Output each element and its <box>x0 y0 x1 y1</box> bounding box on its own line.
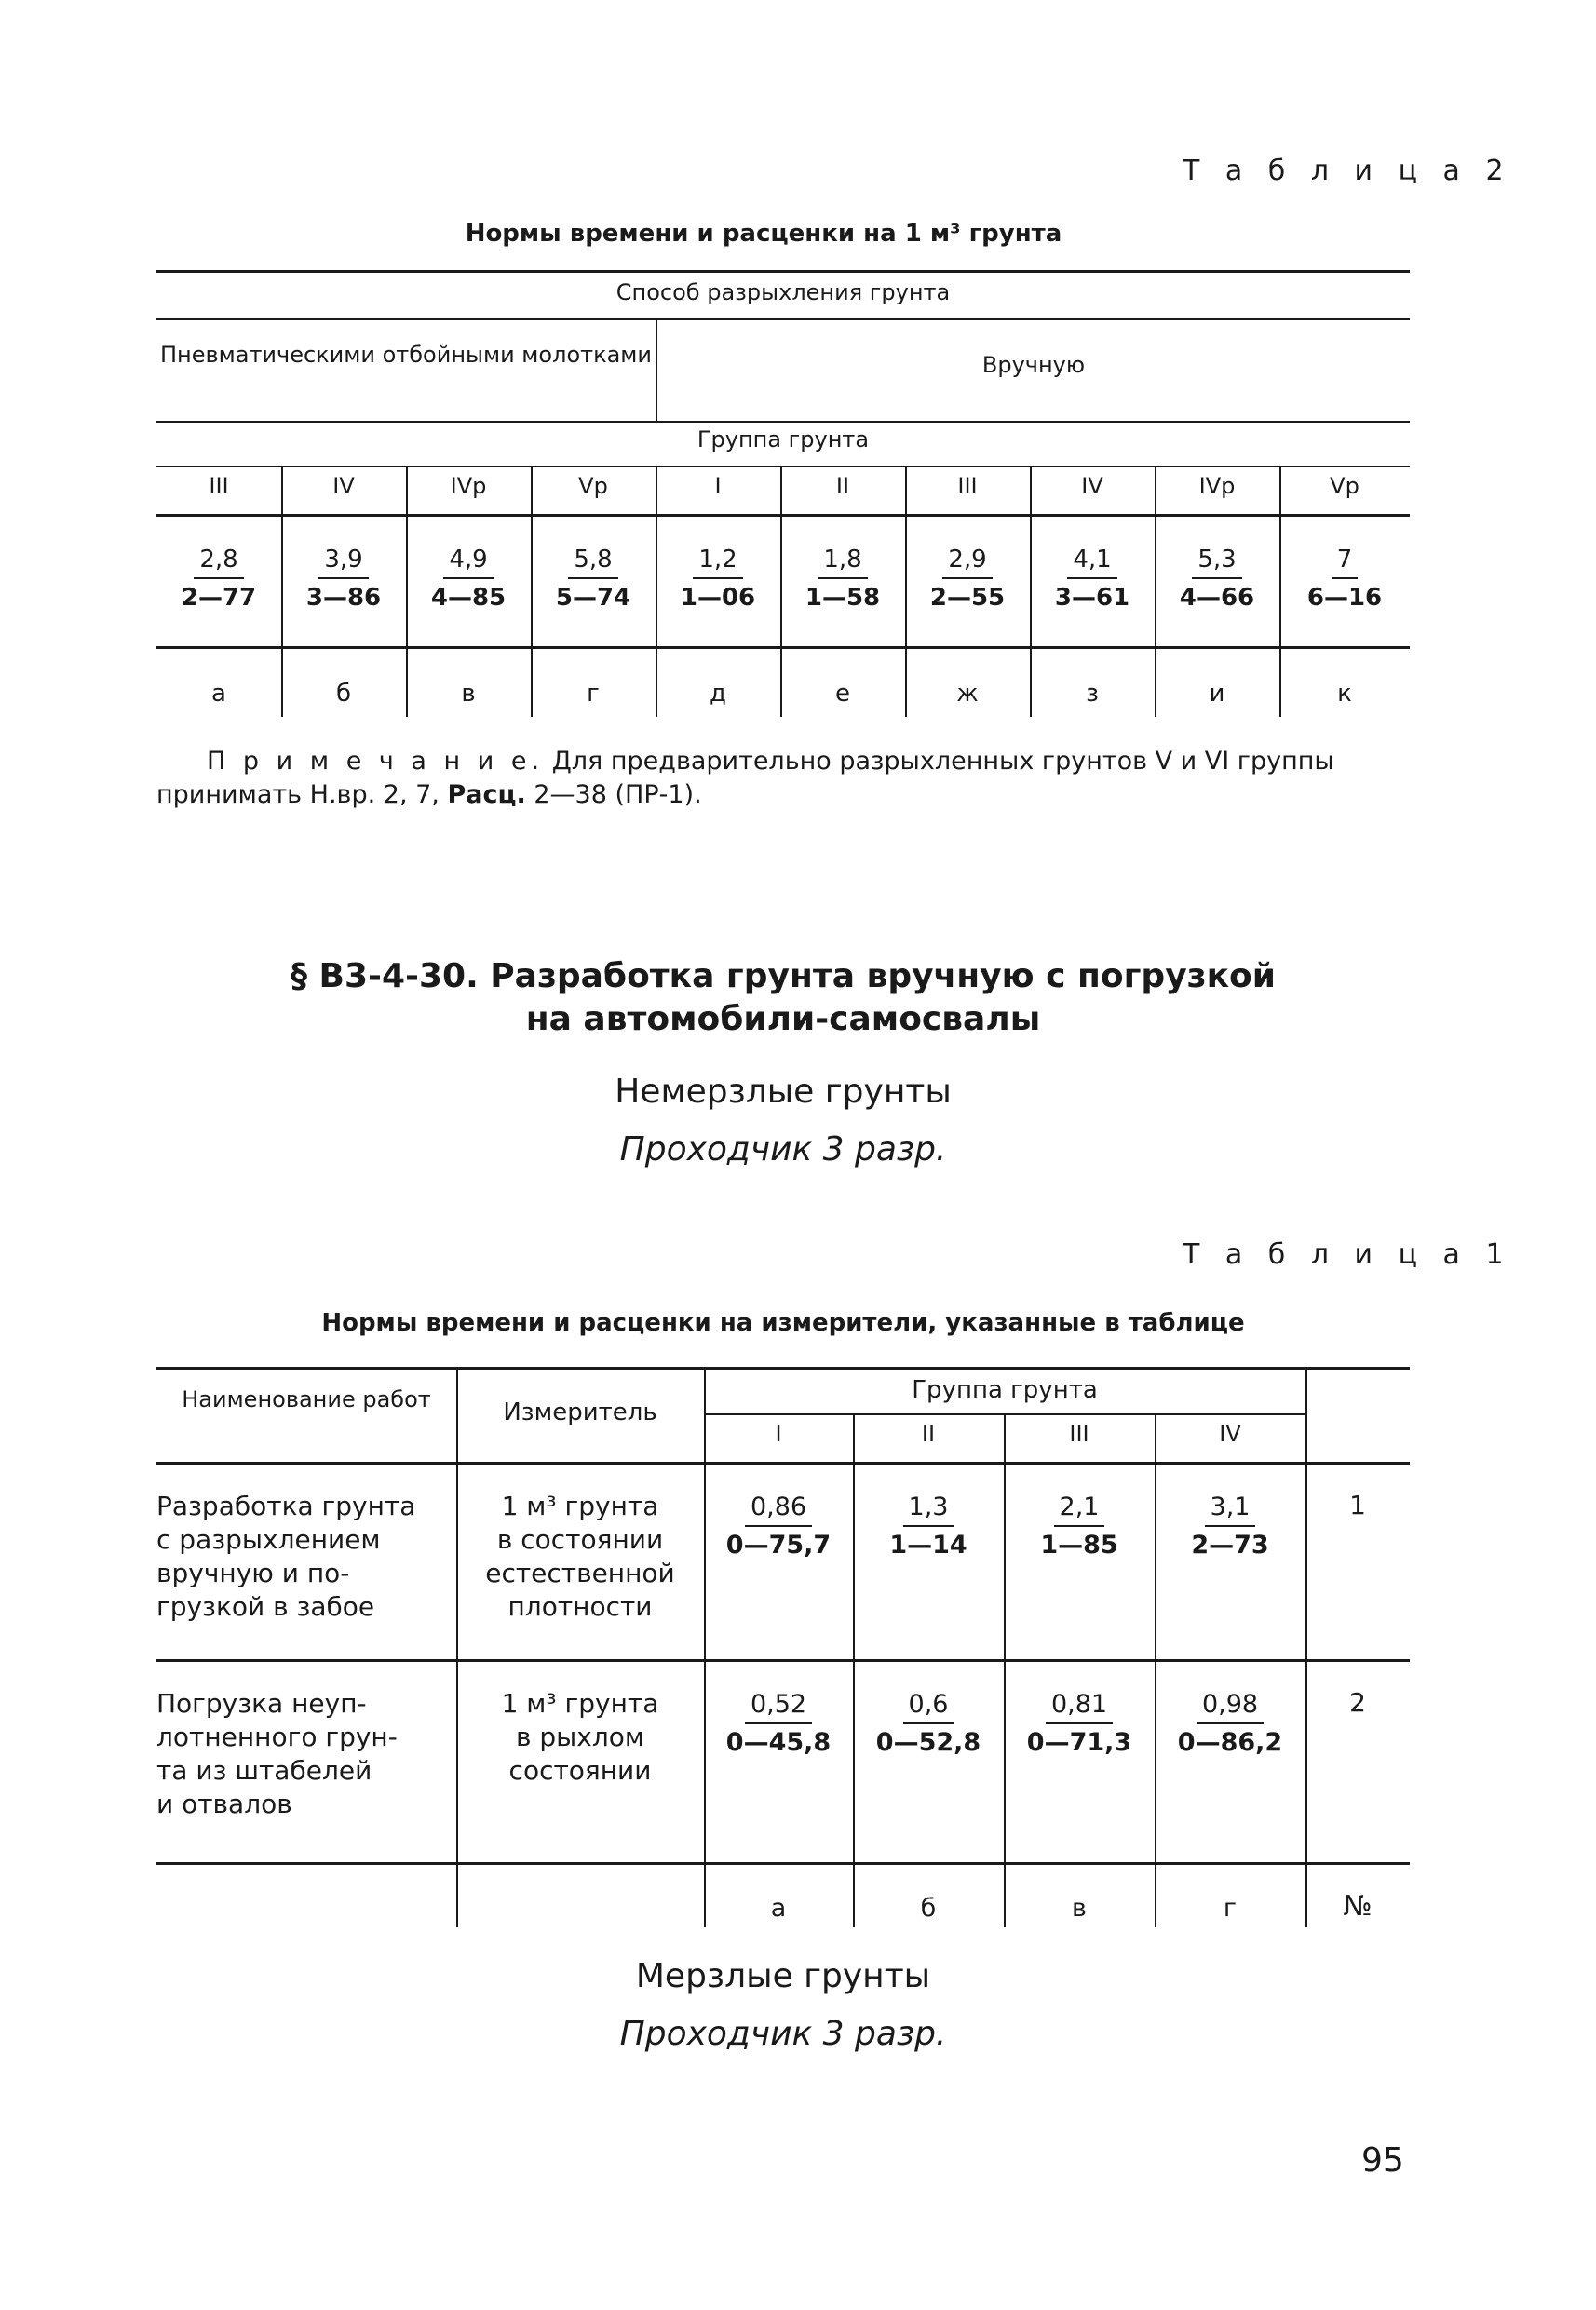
group-cell: IVр <box>1198 473 1236 499</box>
value-cell: $\frac{3,1}{2—73}$ <box>1155 1490 1305 1564</box>
letter-cell: а <box>211 680 226 708</box>
value-cell: $\frac{7}{6—16}$ <box>1279 542 1410 616</box>
letter-cell: и <box>1209 680 1225 708</box>
group-cell: I <box>775 1421 782 1447</box>
value-cell: $\frac{4,1}{3—61}$ <box>1030 542 1155 616</box>
table2-label: Т а б л и ц а 2 <box>1183 155 1512 187</box>
pneumatic-header: Пневматическими отбойными молотками <box>159 342 653 368</box>
table2-title: Нормы времени и расценки на 1 м³ грунта <box>465 220 1062 248</box>
group-cell: Vр <box>578 473 608 499</box>
letter-cell: г <box>1223 1894 1238 1923</box>
letter-cell: е <box>835 680 850 708</box>
value-cell: $\frac{0,6}{0—52,8}$ <box>853 1687 1004 1762</box>
row2-work: Погрузка неуп- лотненного грун- та из штабелей и отвалов <box>156 1688 398 1819</box>
group-cell: III <box>957 473 978 499</box>
group-cell: IV <box>332 473 355 499</box>
page-number: 95 <box>1361 2141 1404 2180</box>
letter-cell: б <box>920 1894 937 1923</box>
subtitle-frozen: Мерзлые грунты <box>635 1957 931 1995</box>
value-cell: $\frac{0,81}{0—71,3}$ <box>1004 1687 1155 1762</box>
method-header: Способ разрыхления грунта <box>615 279 951 305</box>
letter-cell: ж <box>956 680 979 708</box>
row-number: 1 <box>1349 1490 1366 1520</box>
letter-cell: в <box>461 680 476 708</box>
value-cell: $\frac{1,2}{1—06}$ <box>656 542 780 616</box>
worker-unfrozen: Проходчик 3 разр. <box>619 1130 947 1169</box>
value-cell: $\frac{2,9}{2—55}$ <box>905 542 1030 616</box>
value-cell: $\frac{2,1}{1—85}$ <box>1004 1490 1155 1564</box>
value-cell: $\frac{3,9}{3—86}$ <box>281 542 406 616</box>
subtitle-unfrozen: Немерзлые грунты <box>615 1073 952 1111</box>
group-cell: IVр <box>450 473 487 499</box>
value-cell: $\frac{2,8}{2—77}$ <box>156 542 281 616</box>
table1-label: Т а б л и ц а 1 <box>1183 1238 1512 1271</box>
note-line-2: принимать Н.вр. 2, 7, Расц. 2—38 (ПР-1). <box>156 780 702 809</box>
col-unit-header: Измеритель <box>503 1398 657 1426</box>
value-cell: $\frac{1,3}{1—14}$ <box>853 1490 1004 1564</box>
value-cell: $\frac{5,8}{5—74}$ <box>531 542 656 616</box>
row1-work: Разработка грунта с разрыхлением вручную и по- грузкой в забое <box>156 1491 416 1622</box>
group-cell: I <box>714 473 722 499</box>
worker-frozen: Проходчик 3 разр. <box>619 2015 947 2053</box>
letter-cell: г <box>587 680 600 708</box>
section-title-line-1: § В3-4-30. Разработка грунта вручную с погрузкой <box>291 957 1276 995</box>
value-cell: $\frac{1,8}{1—58}$ <box>780 542 905 616</box>
group-cell: III <box>1069 1421 1089 1447</box>
value-cell: $\frac{5,3}{4—66}$ <box>1155 542 1279 616</box>
note-line-1: П р и м е ч а н и е. Для предварительно разрыхленных грунтов V и VI группы <box>207 747 1334 776</box>
letter-cell: в <box>1072 1894 1087 1923</box>
group-cell: III <box>209 473 229 499</box>
letter-cell: а <box>770 1894 787 1923</box>
group-cell: II <box>835 473 850 499</box>
row2-unit: 1 м³ грунта в рыхлом состоянии <box>501 1688 659 1786</box>
row-number: 2 <box>1349 1687 1366 1718</box>
group-cell: IV <box>1081 473 1103 499</box>
group-header: Группа грунта <box>912 1376 1098 1404</box>
value-cell: $\frac{0,98}{0—86,2}$ <box>1155 1687 1305 1762</box>
value-cell: $\frac{0,52}{0—45,8}$ <box>704 1687 853 1762</box>
section-title-line-2: на автомобили-самосвалы <box>525 1000 1041 1038</box>
group-cell: IV <box>1219 1421 1241 1447</box>
col-work-header: Наименование работ <box>182 1386 431 1412</box>
table1-title: Нормы времени и расценки на измерители, указанные в таблице <box>321 1309 1245 1337</box>
letter-cell: з <box>1086 680 1099 708</box>
group-cell: Vр <box>1330 473 1359 499</box>
value-cell: $\frac{4,9}{4—85}$ <box>406 542 531 616</box>
group-header: Группа грунта <box>697 426 870 453</box>
number-symbol: № <box>1343 1890 1373 1923</box>
letter-cell: д <box>710 680 726 708</box>
letter-cell: б <box>335 680 352 708</box>
manual-header: Вручную <box>981 352 1086 378</box>
row1-unit: 1 м³ грунта в состоянии естественной плотности <box>485 1491 675 1622</box>
value-cell: $\frac{0,86}{0—75,7}$ <box>704 1490 853 1564</box>
letter-cell: к <box>1337 680 1352 708</box>
group-cell: II <box>921 1421 936 1447</box>
